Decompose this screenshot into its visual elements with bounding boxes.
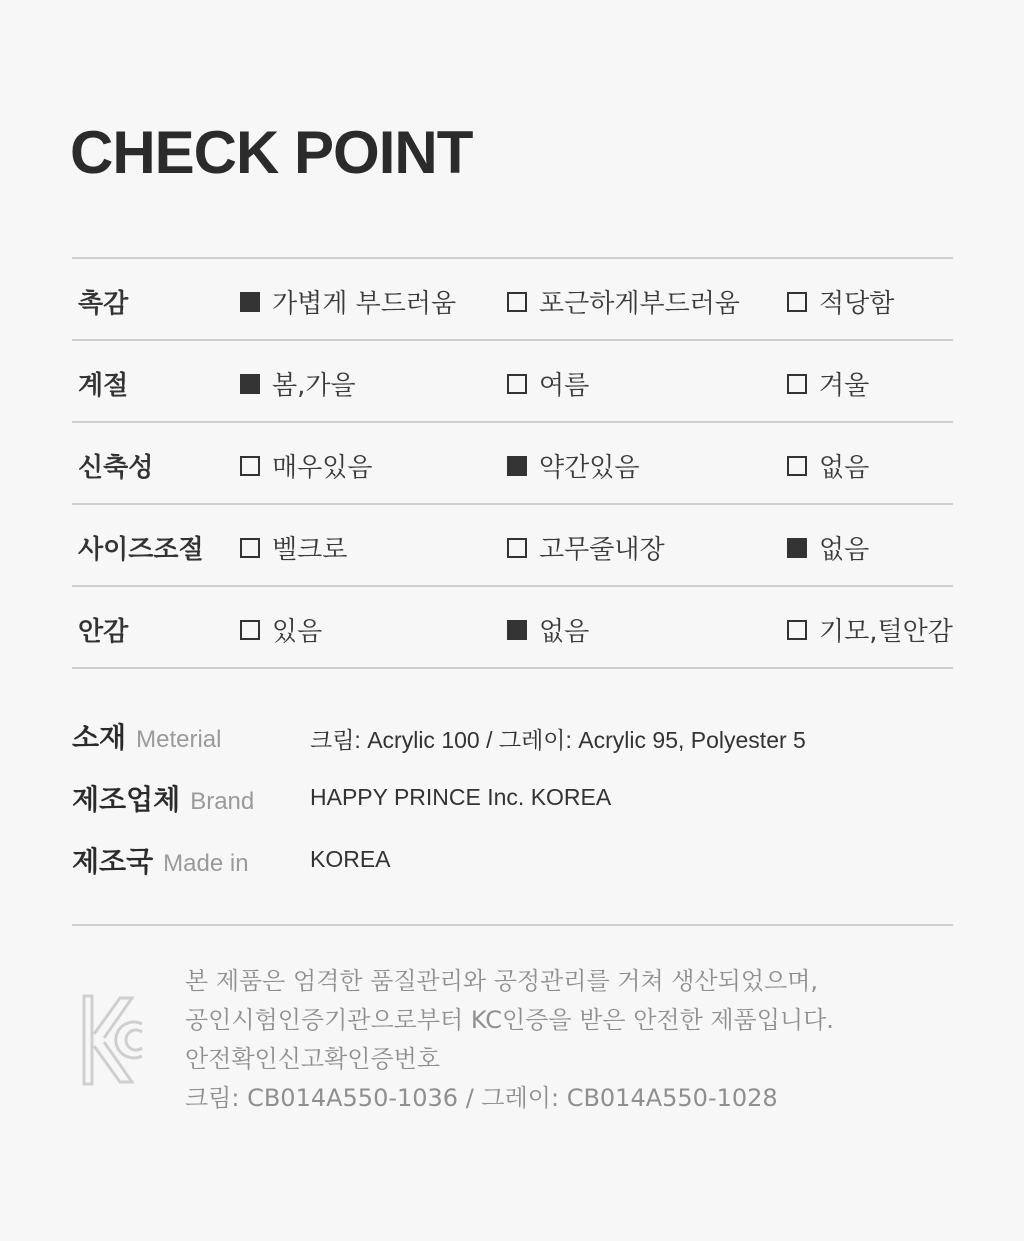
option-label: 여름 (539, 371, 590, 401)
option (507, 283, 740, 320)
checkpoint-row-lining (72, 587, 953, 669)
checkbox-icon (787, 538, 807, 558)
made-in-label (72, 840, 249, 880)
option-label: 약간있음 (539, 453, 640, 483)
brand-row (72, 774, 953, 836)
material-label-en: Meterial (136, 726, 222, 753)
option-label: 없음 (819, 453, 870, 483)
row-label: 촉감 (78, 289, 129, 319)
option-label: 고무줄내장 (539, 535, 665, 565)
option-label: 매우있음 (272, 453, 373, 483)
checkbox-icon (507, 620, 527, 640)
option-label: 있음 (272, 617, 323, 647)
kc-mark-icon (82, 994, 146, 1086)
option-label: 없음 (539, 617, 590, 647)
option (787, 529, 869, 566)
made-in-label-en: Made in (163, 850, 249, 877)
checkbox-icon (507, 374, 527, 394)
option (507, 611, 589, 648)
option (507, 365, 589, 402)
material-label-ko: 소재 (72, 721, 127, 754)
brand-label-en: Brand (190, 788, 255, 815)
checkbox-icon (240, 292, 260, 312)
divider (72, 924, 953, 926)
option-label: 기모,털안감 (819, 617, 953, 647)
checkbox-icon (507, 456, 527, 476)
page-title: CHECK POINT (70, 119, 473, 186)
row-label: 신축성 (78, 453, 154, 483)
made-in-row (72, 836, 953, 898)
option-label: 봄,가을 (272, 371, 356, 401)
option-label: 겨울 (819, 371, 870, 401)
option (787, 611, 953, 648)
checkbox-icon (507, 292, 527, 312)
checkbox-icon (787, 456, 807, 476)
option-label: 적당함 (819, 289, 895, 319)
made-in-label-ko: 제조국 (72, 845, 154, 878)
option (240, 529, 347, 566)
notice-line: 공인시험인증기관으로부터 KC인증을 받은 안전한 제품입니다. (185, 1006, 834, 1034)
checkpoint-table (72, 257, 953, 669)
checkbox-icon (787, 292, 807, 312)
material-row (72, 712, 953, 774)
option (507, 529, 665, 566)
option-label: 벨크로 (272, 535, 348, 565)
material-label (72, 716, 221, 756)
checkbox-icon (240, 538, 260, 558)
option (787, 365, 869, 402)
option (787, 447, 869, 484)
checkpoint-row-size-adjust (72, 505, 953, 587)
kc-notice (185, 962, 945, 1118)
option (507, 447, 639, 484)
checkpoint-row-texture (72, 259, 953, 341)
brand-label-ko: 제조업체 (72, 783, 181, 816)
brand-value: HAPPY PRINCE Inc. KOREA (310, 784, 612, 810)
row-label: 사이즈조절 (78, 535, 204, 565)
material-value: 크림: Acrylic 100 / 그레이: Acrylic 95, Polyester 5 (310, 727, 806, 753)
product-info (72, 712, 953, 898)
row-label: 계절 (78, 371, 129, 401)
checkbox-icon (787, 620, 807, 640)
option (240, 447, 372, 484)
brand-label (72, 778, 254, 818)
notice-line: 크림: CB014A550-1036 / 그레이: CB014A550-1028 (185, 1084, 778, 1112)
checkpoint-row-elasticity (72, 423, 953, 505)
row-label: 안감 (78, 617, 129, 647)
checkpoint-row-season (72, 341, 953, 423)
checkbox-icon (240, 456, 260, 476)
option (240, 283, 456, 320)
made-in-value: KOREA (310, 846, 391, 872)
option (240, 365, 356, 402)
option-label: 포근하게부드러움 (539, 289, 740, 319)
option-label: 없음 (819, 535, 870, 565)
checkbox-icon (240, 374, 260, 394)
checkbox-icon (240, 620, 260, 640)
checkbox-icon (507, 538, 527, 558)
option (240, 611, 322, 648)
option-label: 가볍게 부드러움 (272, 289, 457, 319)
notice-line: 안전확인신고확인증번호 (185, 1045, 441, 1073)
option (787, 283, 894, 320)
checkbox-icon (787, 374, 807, 394)
notice-line: 본 제품은 엄격한 품질관리와 공정관리를 거쳐 생산되었으며, (185, 967, 819, 995)
